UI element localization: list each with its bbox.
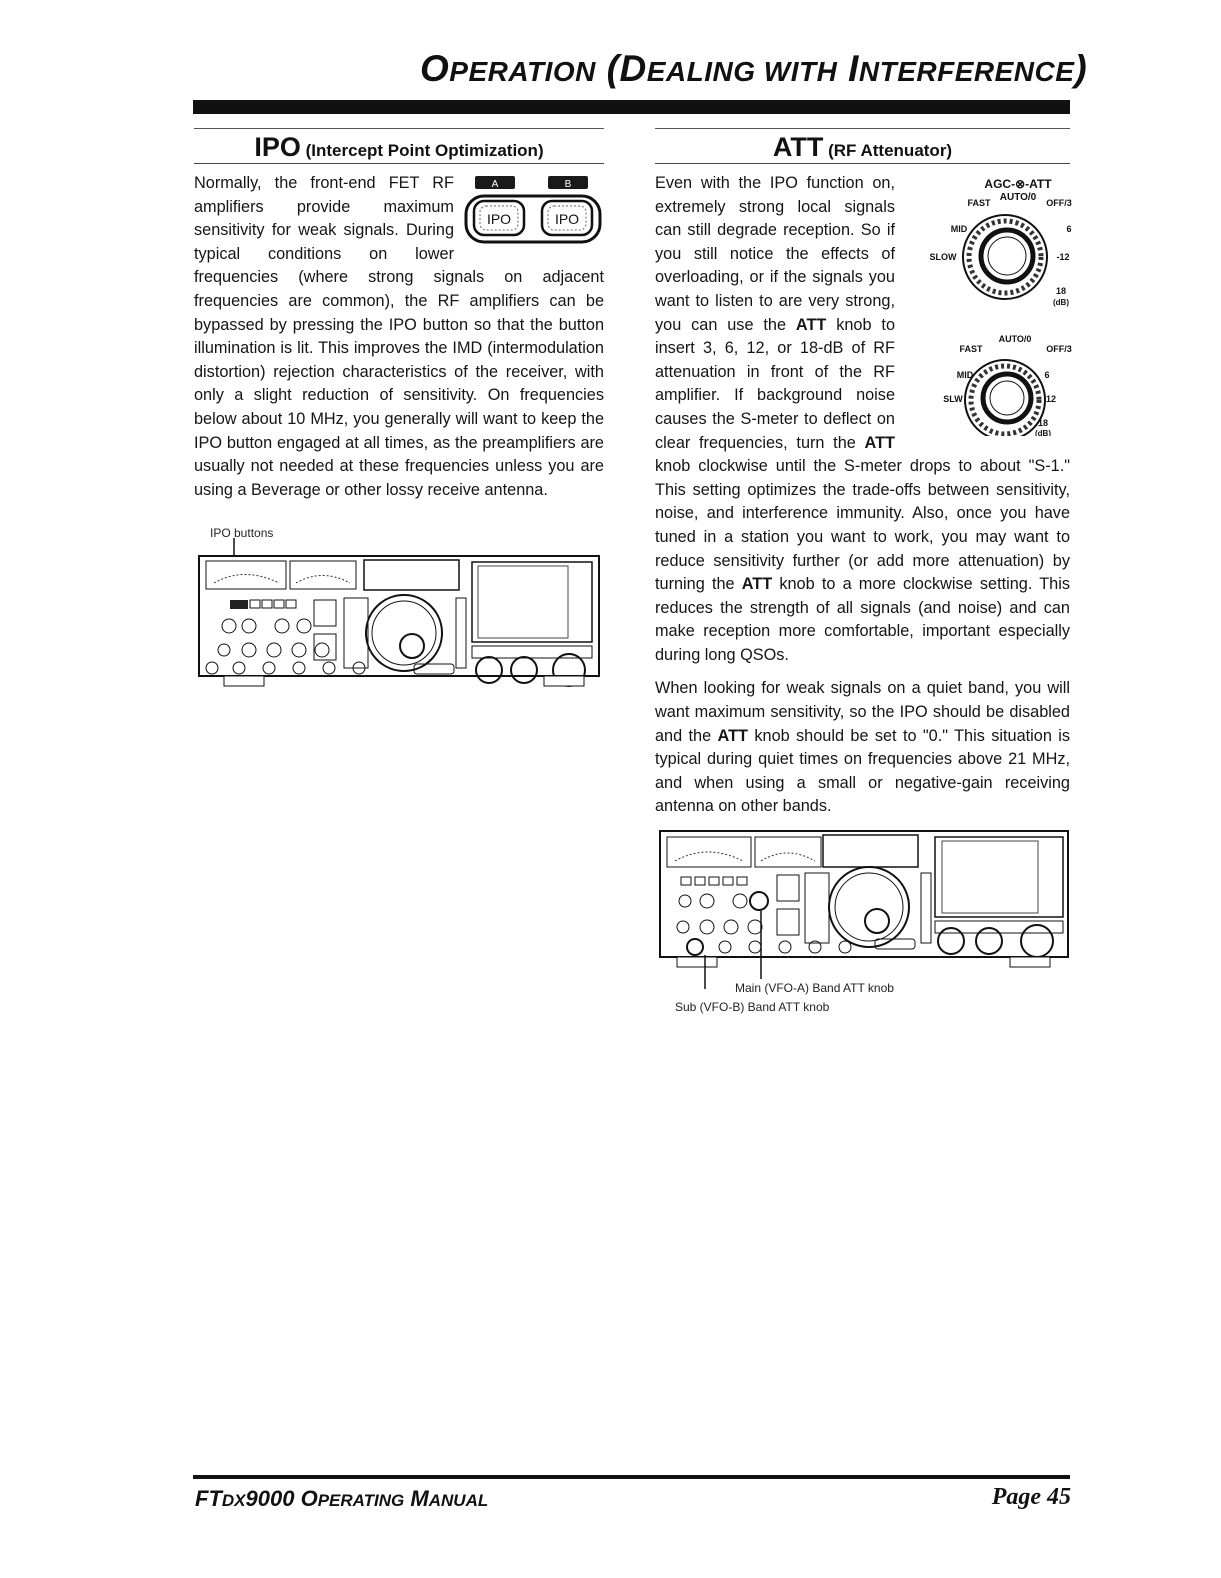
knob2-db-label: (dB) xyxy=(1035,429,1051,436)
footer-manual-title: FTDX9000 OPERATING MANUAL xyxy=(195,1486,489,1511)
att-paragraph-1: Even with the IPO function on, extremely strong local signals can still degrade reception. So if you still notice the effects of overloading, or if the signals you want to listen to are very strong, you can use the ATT knob to insert 3, 6, 12, or 18-dB of RF attenuation in front of the RF amplifier. If background noise causes the S-meter to deflect on clear frequencies, turn the ATT knob clockwise until the S-meter drops to about "S-1." This setting optimizes the trade-offs between sensitivity, noise, and interference immunity. Also, once you have tuned in a station you want to work, you may want to reduce sensitivity further (or add more attenuation) by turning the ATT knob to a more clockwise setting. This reduces the strength of all signals (and noise) and can make reception more comfortable, important especially during long QSOs. xyxy=(655,174,1070,664)
ipo-paragraph: Normally, the front-end FET RF amplifiers provide maximum sensitivity for weak signals. During typical conditions on lower frequencies (where strong signals on adjacent frequencies are common), the RF amplifiers can be bypassed by pressing the IPO button so that the button illumination is lit. This improves the IMD (intermodulation distortion) rejection characteristics of the receiver, with only a slight reduction of sensitivity. On frequencies below about 10 MHz, you generally will want to keep the IPO button engaged at all times, as the preamplifiers are usually not needed at these frequencies unless you are using a Beverage or other lossy receive antenna. xyxy=(194,174,604,499)
knob2-fast-label: FAST xyxy=(959,344,983,354)
ipo-button-marker xyxy=(230,600,248,609)
knob1-off3-label: OFF/3 xyxy=(1046,198,1072,208)
knob1-18-label: 18 xyxy=(1055,286,1067,296)
att-section xyxy=(655,128,1070,1014)
page-number: Page 45 xyxy=(991,1484,1071,1510)
radio-front-panel-illustration-1 xyxy=(194,538,604,688)
ipo-buttons-caption: IPO buttons xyxy=(210,526,274,541)
knob2-18-label: 18 xyxy=(1037,418,1049,428)
ipo-section xyxy=(194,128,604,688)
button-b-label: B xyxy=(564,179,572,190)
ipo-buttons-illustration xyxy=(462,174,604,246)
ipo-heading: IPO (Intercept Point Optimization) xyxy=(194,128,604,164)
knob2-dial xyxy=(965,360,1045,436)
foot-right xyxy=(544,676,584,686)
knob1-slow-label: SLOW xyxy=(929,252,957,262)
foot-left xyxy=(224,676,264,686)
agc-att-label: AGC-⊗-ATT xyxy=(984,177,1052,191)
knob1-dial xyxy=(963,215,1047,299)
radio-front-panel-illustration-2 xyxy=(655,829,1070,989)
ipo-button-a-text: IPO xyxy=(486,211,512,227)
knob2-slw-label: SLW xyxy=(943,394,963,404)
knob2-12-label: 12 xyxy=(1045,394,1057,404)
sub-att-caption: Sub (VFO-B) Band ATT knob xyxy=(675,1000,830,1015)
main-att-caption: Main (VFO-A) Band ATT knob xyxy=(735,981,894,996)
knob1-auto-label: AUTO/0 xyxy=(999,192,1037,203)
att-paragraph-2: When looking for weak signals on a quiet band, you will want maximum sensitivity, so the IPO should be disabled and the ATT knob should be set to "0." This situation is typical during quiet times on frequencies above 21 MHz, and when using a small or negative-gain receiving antenna on other bands. xyxy=(655,679,1070,816)
att-knob-figure xyxy=(901,174,1076,436)
knob1-db-label: (dB) xyxy=(1053,298,1069,307)
knob2-auto-label: AUTO/0 xyxy=(998,334,1032,344)
radio-chassis-2 xyxy=(660,831,1068,957)
knob1-fast-label: FAST xyxy=(967,198,991,208)
knob1-mid-label: MID xyxy=(950,224,968,234)
footer-rule xyxy=(193,1475,1070,1479)
knob1-12-label: -12 xyxy=(1056,252,1070,262)
att-heading: ATT (RF Attenuator) xyxy=(655,128,1070,164)
knob1-6-label: 6 xyxy=(1066,224,1072,234)
ipo-button-b-text: IPO xyxy=(554,211,580,227)
att-knob-illustrations xyxy=(901,174,1076,436)
button-a-label: A xyxy=(491,179,499,190)
ipo-button-figure xyxy=(462,174,604,246)
page-title: OPERATION (DEALING WITH INTERFERENCE) xyxy=(420,48,1088,89)
knob2-mid-label: MID xyxy=(956,370,974,380)
title-rule xyxy=(193,100,1070,114)
knob2-6-label: 6 xyxy=(1044,370,1050,380)
knob2-off3-label: OFF/3 xyxy=(1046,344,1072,354)
